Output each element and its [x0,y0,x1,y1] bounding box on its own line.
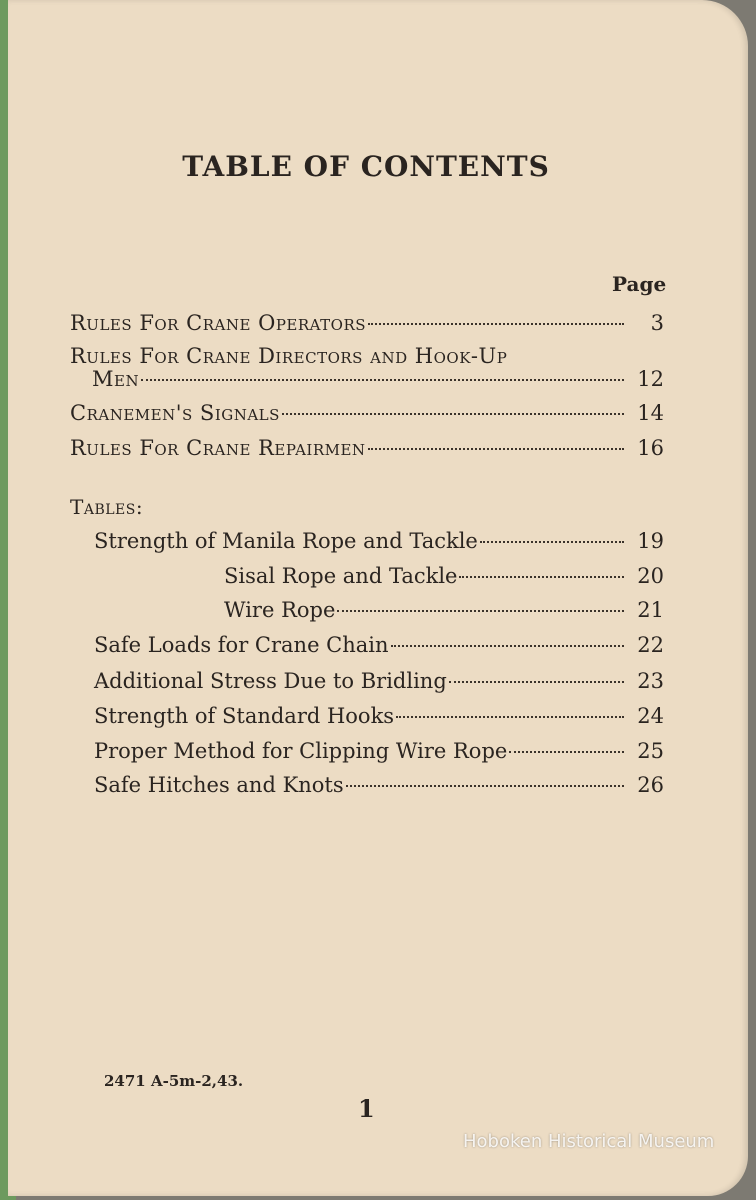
dot-leader [396,716,624,718]
dot-leader [509,751,624,753]
toc-entry-label: Wire Rope [224,598,336,622]
dot-leader [337,610,624,612]
toc-table-standard-hooks[interactable] [94,703,664,729]
toc-entry-label: Rules For Crane Operators [70,311,367,335]
toc-entry-crane-directors[interactable] [92,366,664,392]
dot-leader [282,413,624,415]
dot-leader [141,379,624,381]
dot-leader [480,541,624,543]
toc-entry-page: 22 [637,633,664,657]
toc-entry-label: Strength of Manila Rope and Tackle [94,529,478,553]
page-number: 1 [358,1094,375,1123]
booklet-page [8,0,748,1196]
toc-entry-crane-repairmen[interactable] [70,435,664,461]
toc-entry-label: Safe Hitches and Knots [94,773,344,797]
toc-table-wire-rope[interactable] [224,597,664,623]
dot-leader [391,645,624,647]
toc-entry-label: Sisal Rope and Tackle [224,564,458,588]
toc-table-sisal-rope[interactable] [224,563,664,589]
toc-entry-cranemens-signals[interactable] [70,400,664,426]
dot-leader [346,785,624,787]
toc-entry-page: 25 [637,739,664,763]
toc-table-bridling[interactable] [94,668,664,694]
toc-entry-label: Safe Loads for Crane Chain [94,633,389,657]
toc-entry-page: 16 [637,436,664,460]
toc-entry-page: 12 [637,367,664,391]
toc-entry-label: Strength of Standard Hooks [94,704,395,728]
toc-entry-page: 3 [650,311,664,335]
watermark: Hoboken Historical Museum [463,1131,715,1152]
dot-leader [459,576,624,578]
page-title: TABLE OF CONTENTS [182,150,550,183]
tables-heading: Tables: [70,495,144,519]
dot-leader [368,448,624,450]
toc-entry-page: 20 [637,564,664,588]
toc-entry-page: 21 [637,598,664,622]
toc-entry-label-line1: Rules For Crane Directors and Hook-Up [70,344,508,368]
print-code: 2471 A-5m-2,43. [104,1072,244,1090]
toc-entry-label: Proper Method for Clipping Wire Rope [94,739,508,763]
toc-entry-page: 24 [637,704,664,728]
dot-leader [449,681,624,683]
toc-entry-page: 14 [637,401,664,425]
toc-entry-label: Cranemen's Signals [70,401,280,425]
toc-table-crane-chain[interactable] [94,632,664,658]
toc-entry-page: 26 [637,773,664,797]
toc-entry-label: Rules For Crane Repairmen [70,436,366,460]
toc-table-hitches-knots[interactable] [94,772,664,798]
toc-entry-page: 19 [637,529,664,553]
toc-entry-page: 23 [637,669,664,693]
toc-entry-label: Men [92,367,140,391]
toc-table-clipping-wire-rope[interactable] [94,738,664,764]
page-column-label: Page [612,272,667,296]
toc-entry-label: Additional Stress Due to Bridling [94,669,447,693]
toc-table-manila-rope[interactable] [94,528,664,554]
dot-leader [368,323,624,325]
toc-entry-crane-operators[interactable] [70,310,664,336]
